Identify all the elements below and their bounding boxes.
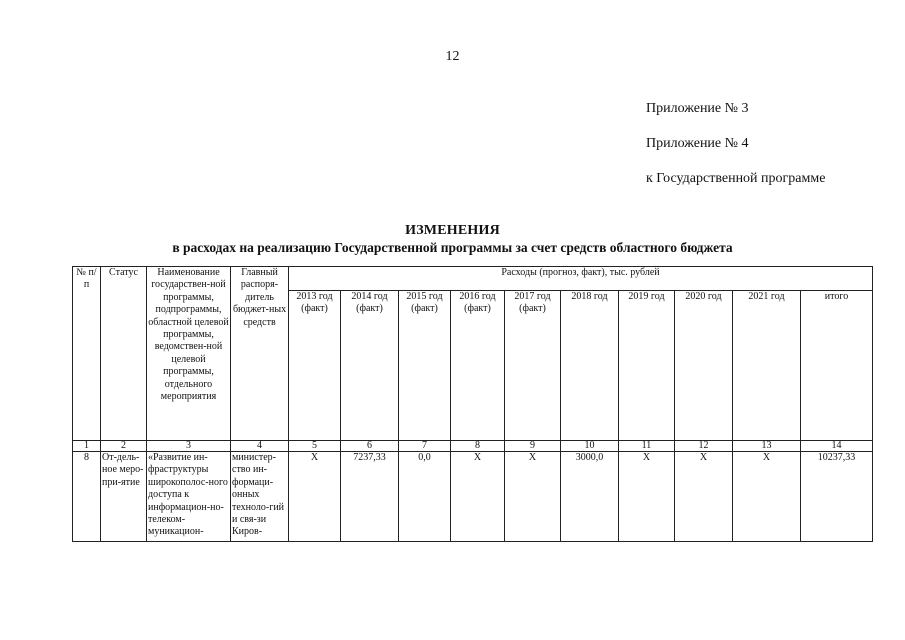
column-number: 5 xyxy=(289,441,341,452)
row-value-2015: 0,0 xyxy=(399,452,451,542)
header-year-2015: 2015 год (факт) xyxy=(399,291,451,441)
row-name: «Развитие ин-фраструктуры широкополос-ного доступа к информацион-но-телеком-муникацион- xyxy=(147,452,231,542)
row-status: От-дель-ное меро-при-ятие xyxy=(101,452,147,542)
header-status: Статус xyxy=(101,267,147,441)
row-value-total: 10237,33 xyxy=(801,452,873,542)
annex-4: Приложение № 4 xyxy=(646,136,749,151)
row-num: 8 xyxy=(73,452,101,542)
header-year-2017: 2017 год (факт) xyxy=(505,291,561,441)
annex-program: к Государственной программе xyxy=(646,171,826,186)
header-year-2021: 2021 год xyxy=(733,291,801,441)
row-value-2021: X xyxy=(733,452,801,542)
header-total: итого xyxy=(801,291,873,441)
table-row xyxy=(73,452,873,542)
header-year-2018: 2018 год xyxy=(561,291,619,441)
column-number: 6 xyxy=(341,441,399,452)
header-year-2013: 2013 год (факт) xyxy=(289,291,341,441)
column-number: 7 xyxy=(399,441,451,452)
column-number: 3 xyxy=(147,441,231,452)
header-num: № п/п xyxy=(73,267,101,441)
header-manager: Главный распоря-дитель бюджет-ных средств xyxy=(231,267,289,441)
header-expenses: Расходы (прогноз, факт), тыс. рублей xyxy=(289,267,873,291)
header-year-2016: 2016 год (факт) xyxy=(451,291,505,441)
column-number: 13 xyxy=(733,441,801,452)
row-value-2018: 3000,0 xyxy=(561,452,619,542)
row-value-2013: X xyxy=(289,452,341,542)
row-value-2019: X xyxy=(619,452,675,542)
expenses-table xyxy=(72,266,873,542)
column-number: 11 xyxy=(619,441,675,452)
row-manager: министер-ство ин-формаци-онных техноло-гий и свя-зи Киров- xyxy=(231,452,289,542)
column-number: 12 xyxy=(675,441,733,452)
row-value-2014: 7237,33 xyxy=(341,452,399,542)
row-value-2017: X xyxy=(505,452,561,542)
column-number: 1 xyxy=(73,441,101,452)
header-year-2020: 2020 год xyxy=(675,291,733,441)
header-name: Наименование государствен-ной программы, подпрограммы, областной целевой программы, ведомствен-ной целевой программы, отдельного мероприятия xyxy=(147,267,231,441)
header-year-2019: 2019 год xyxy=(619,291,675,441)
column-number: 14 xyxy=(801,441,873,452)
document-subtitle: в расходах на реализацию Государственной программы за счет средств областного бюджета xyxy=(172,240,733,255)
column-number: 4 xyxy=(231,441,289,452)
column-number: 10 xyxy=(561,441,619,452)
column-number: 2 xyxy=(101,441,147,452)
row-value-2016: X xyxy=(451,452,505,542)
annex-3: Приложение № 3 xyxy=(646,101,749,116)
document-title: ИЗМЕНЕНИЯ xyxy=(405,223,500,238)
page-number: 12 xyxy=(445,49,460,64)
header-year-2014: 2014 год (факт) xyxy=(341,291,399,441)
column-number: 9 xyxy=(505,441,561,452)
column-number: 8 xyxy=(451,441,505,452)
row-value-2020: X xyxy=(675,452,733,542)
